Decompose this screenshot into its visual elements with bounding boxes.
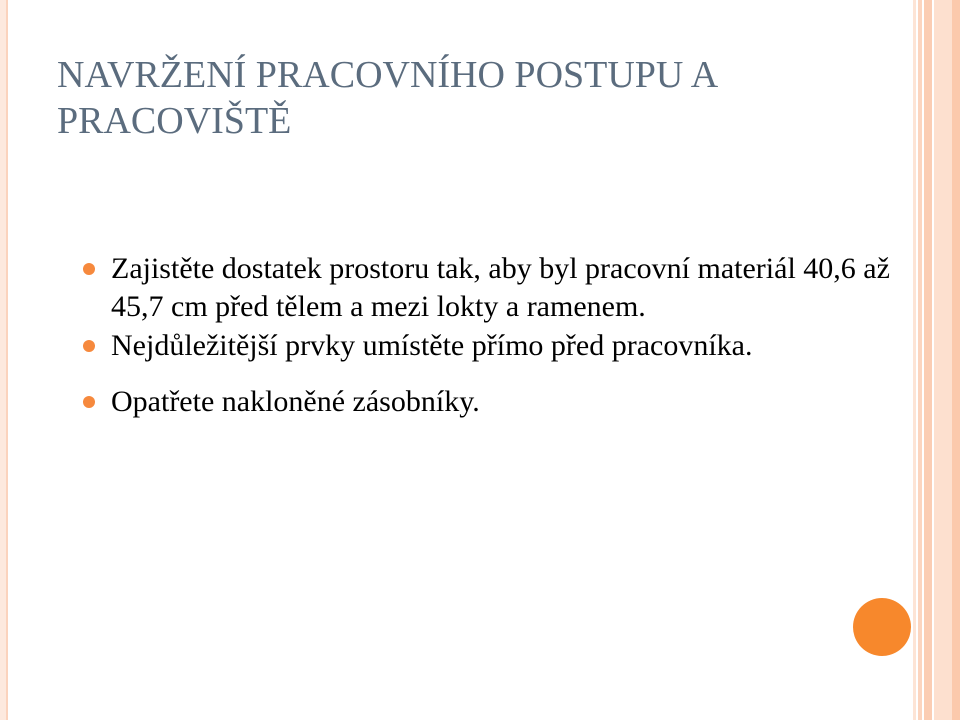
right-decorative-stripe <box>934 0 952 720</box>
bullet-text: Zajistěte dostatek prostoru tak, aby byl pracovní materiál 40,6 až 45,7 cm před tělem a mezi lokty a ramenem. <box>111 252 890 323</box>
right-decorative-stripe <box>918 0 922 720</box>
bullet-item <box>0 383 910 421</box>
bullet-item <box>0 327 910 365</box>
orange-circle-icon <box>853 598 911 656</box>
bullet-list <box>0 250 910 421</box>
right-decorative-stripe <box>952 0 960 720</box>
bullet-text: Nejdůležitější prvky umístěte přímo před pracovníka. <box>111 329 753 362</box>
bullet-dot-icon <box>83 340 95 352</box>
bullet-text: Opatřete nakloněné zásobníky. <box>111 385 480 418</box>
bullet-dot-icon <box>83 263 95 275</box>
right-decorative-stripe <box>924 0 932 720</box>
right-decorative-stripe <box>913 0 916 720</box>
bullet-dot-icon <box>83 396 95 408</box>
bullet-item <box>0 250 911 326</box>
slide-title: NAVRŽENÍ PRACOVNÍHO POSTUPU A PRACOVIŠTĚ <box>57 54 717 142</box>
